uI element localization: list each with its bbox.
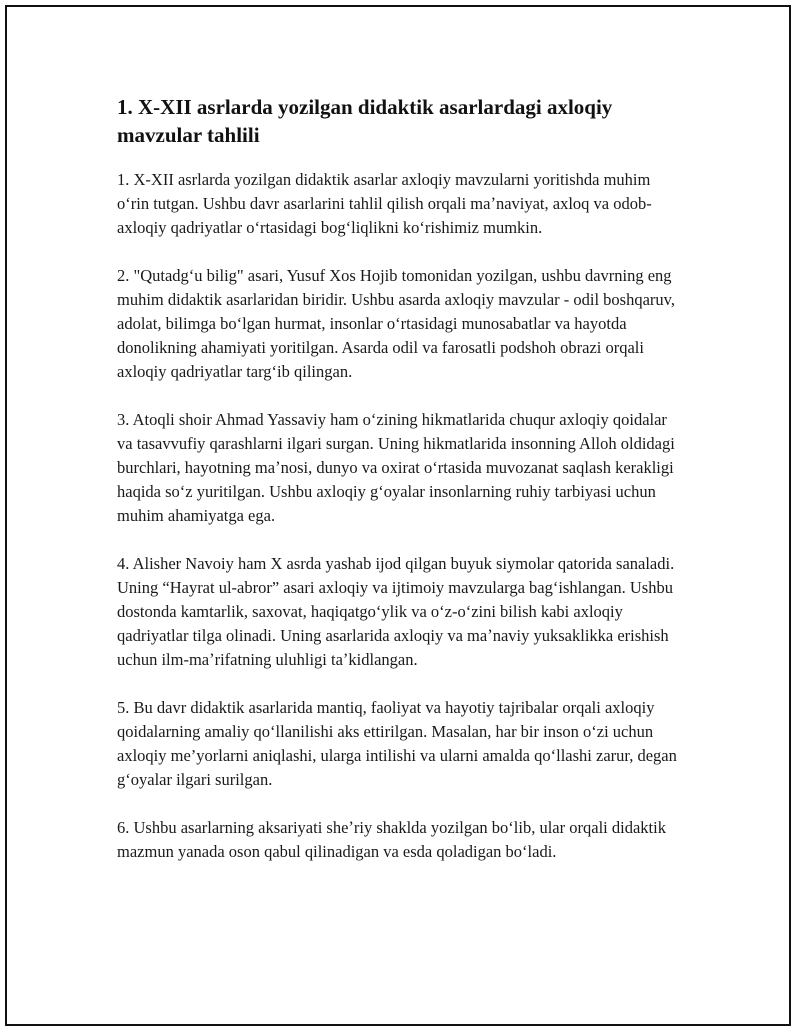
paragraph-4: 4. Alisher Navoiy ham X asrda yashab ijod qilgan buyuk siymolar qatorida sanaladi. Uning “Hayrat ul-abror” asari axloqiy va ijtimoiy mavzularga bagʻishlangan. Ushbu dostonda kamtarlik, saxovat, haqiqatgoʻylik va oʻz-oʻzini bilish kabi axloqiy qadriyatlar tilga olinadi. Uning asarlarida axloqiy va maʼnaviy yuksaklikka erishish uchun ilm-maʼrifatning uluhligi taʼkidlangan.	[117, 554, 675, 669]
paragraph-2: 2. "Qutadgʻu bilig" asari, Yusuf Xos Hojib tomonidan yozilgan, ushbu davrning eng muhim didaktik asarlaridan biridir. Ushbu asarda axloqiy mavzular - odil boshqaruv, adolat, bilimga boʻlgan hurmat, insonlar oʻrtasidagi munosabatlar va hayotda donolikning ahamiyati yoritilgan. Asarda odil va farosatli podshoh obrazi orqali axloqiy qadriyatlar targʻib qilingan.	[117, 266, 675, 381]
paragraph-6: 6. Ushbu asarlarning aksariyati sheʼriy shaklda yozilgan boʻlib, ular orqali didaktik mazmun yanada oson qabul qilinadigan va esda qoladigan boʻladi.	[117, 818, 666, 861]
document-body	[117, 93, 682, 888]
paragraph-1: 1. X-XII asrlarda yozilgan didaktik asarlar axloqiy mavzularni yoritishda muhim oʻrin tutgan. Ushbu davr asarlarini tahlil qilish orqali maʼnaviyat, axloq va odob-axloqiy qadriyatlar oʻrtasidagi bogʻliqlikni koʻrishimiz mumkin.	[117, 170, 652, 237]
document-title: 1. X-XII asrlarda yozilgan didaktik asarlardagi axloqiy mavzular tahlili	[117, 95, 613, 147]
paragraph-5: 5. Bu davr didaktik asarlarida mantiq, faoliyat va hayotiy tajribalar orqali axloqiy qoidalarning amaliy qoʻllanilishi aks ettirilgan. Masalan, har bir inson oʻzi uchun axloqiy me’yorlarni aniqlashi, ularga intilishi va ularni amalda qoʻllashi zarur, degan gʻoyalar ilgari surilgan.	[117, 698, 677, 789]
paragraph-3: 3. Atoqli shoir Ahmad Yassaviy ham oʻzining hikmatlarida chuqur axloqiy qoidalar va tasavvufiy qarashlarni ilgari surgan. Uning hikmatlarida insonning Alloh oldidagi burchlari, hayotning maʼnosi, dunyo va oxirat oʻrtasida muvozanat saqlash kerakligi haqida soʻz yuritilgan. Ushbu axloqiy gʻoyalar insonlarning ruhiy tarbiyasi uchun muhim ahamiyatga ega.	[117, 410, 675, 525]
